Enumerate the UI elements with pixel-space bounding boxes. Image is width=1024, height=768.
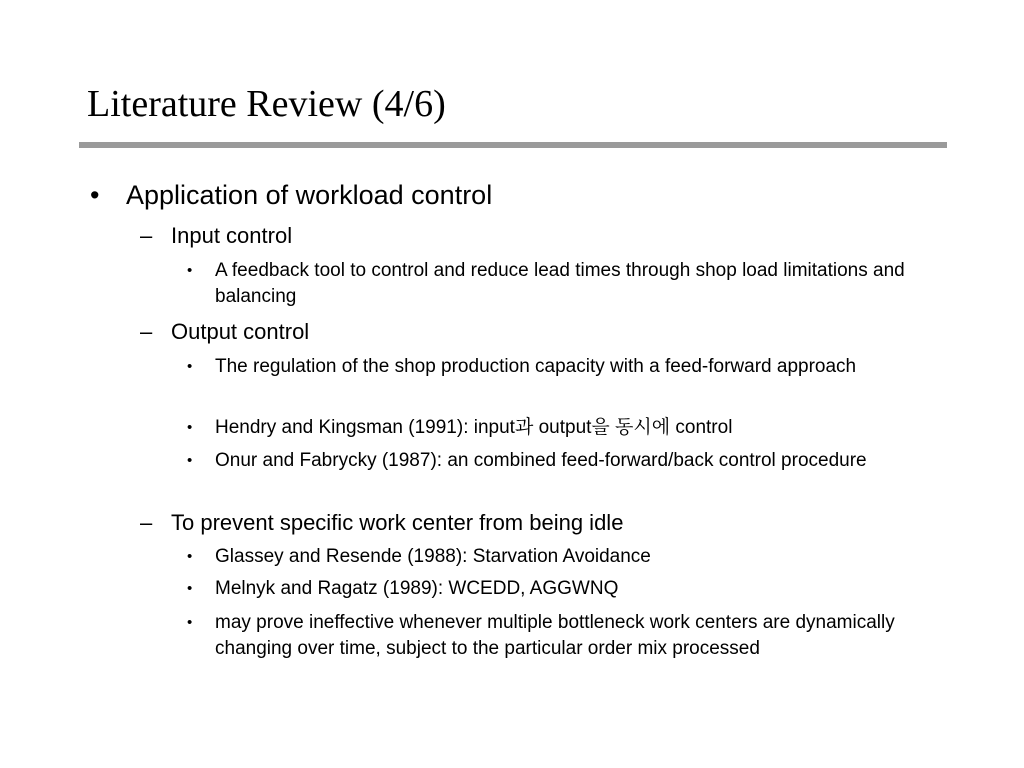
point-text: Melnyk and Ragatz (1989): WCEDD, AGGWNQ [215, 578, 619, 599]
dash-marker: – [140, 510, 153, 535]
bullet-marker: • [187, 262, 193, 279]
subbullet-text: Input control [171, 223, 293, 248]
bullet-text: Application of workload control [126, 180, 493, 210]
bullet-marker: • [187, 548, 193, 565]
point-text: A feedback tool to control and reduce lead times through shop load limitations and balancing [215, 260, 905, 307]
point-hendry-kingsman [187, 415, 907, 441]
bullet-marker: • [90, 180, 100, 210]
subbullet-text: To prevent specific work center from being idle [171, 510, 624, 535]
bullet-marker: • [187, 580, 193, 597]
point-glassey-resende [187, 544, 907, 570]
title-divider [79, 142, 947, 148]
point-melnyk-ragatz [187, 576, 907, 602]
point-regulation [187, 354, 907, 380]
point-feedback-tool [187, 258, 907, 310]
point-text: The regulation of the shop production capacity with a feed-forward approach [215, 356, 857, 377]
bullet-marker: • [187, 358, 193, 375]
bullet-marker: • [187, 452, 193, 469]
subbullet-text: Output control [171, 319, 310, 344]
point-text: Glassey and Resende (1988): Starvation Avoidance [215, 546, 651, 567]
dash-marker: – [140, 223, 153, 248]
dash-marker: – [140, 319, 153, 344]
point-text: Onur and Fabrycky (1987): an combined feed-forward/back control procedure [215, 450, 867, 471]
point-text: may prove ineffective whenever multiple bottleneck work centers are dynamically changing over time, subject to the particular order mix processed [215, 612, 895, 659]
bullet-marker: • [187, 614, 193, 631]
slide-title: Literature Review (4/6) [87, 83, 446, 125]
bullet-marker: • [187, 419, 193, 436]
point-ineffective [187, 610, 907, 662]
point-onur-fabrycky [187, 448, 907, 474]
point-text: Hendry and Kingsman (1991): input과 output을 동시에 control [215, 417, 733, 438]
